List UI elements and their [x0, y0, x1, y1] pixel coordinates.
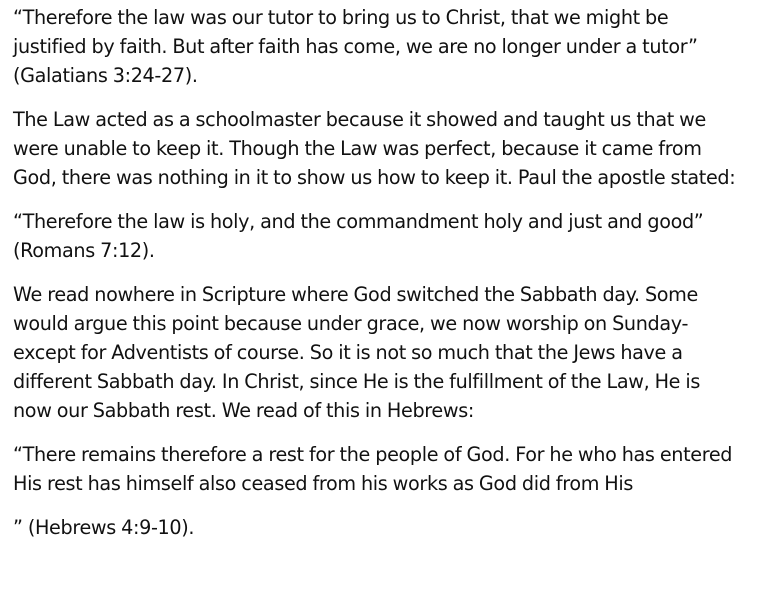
- citation-hebrews: ” (Hebrews 4:9-10).: [13, 516, 195, 539]
- quote-galatians: “Therefore the law was our tutor to bring us to Christ, that we might be justified by faith. But after faith has come, we are no longer under a tutor” (Galatians 3:24-27).: [13, 6, 698, 87]
- paragraph-sabbath: We read nowhere in Scripture where God switched the Sabbath day. Some would argue this point because under grace, we now worship on Sunday- except for Adventists of course. So it is not so much that the Jews have a different Sabbath day. In Christ, since He is the fulfillment of the Law, He is now our Sabbath rest. We read of this in Hebrews:: [13, 283, 700, 422]
- document-body: [13, 3, 769, 542]
- paragraph-law-schoolmaster: The Law acted as a schoolmaster because it showed and taught us that we were unable to keep it. Though the Law was perfect, because it came from God, there was nothing in it to show us how to keep it. Paul the apostle stated:: [13, 108, 736, 189]
- quote-hebrews: “There remains therefore a rest for the people of God. For he who has entered His rest has himself also ceased from his works as God did from His: [13, 443, 733, 495]
- quote-romans: “Therefore the law is holy, and the commandment holy and just and good” (Romans 7:12).: [13, 210, 704, 262]
